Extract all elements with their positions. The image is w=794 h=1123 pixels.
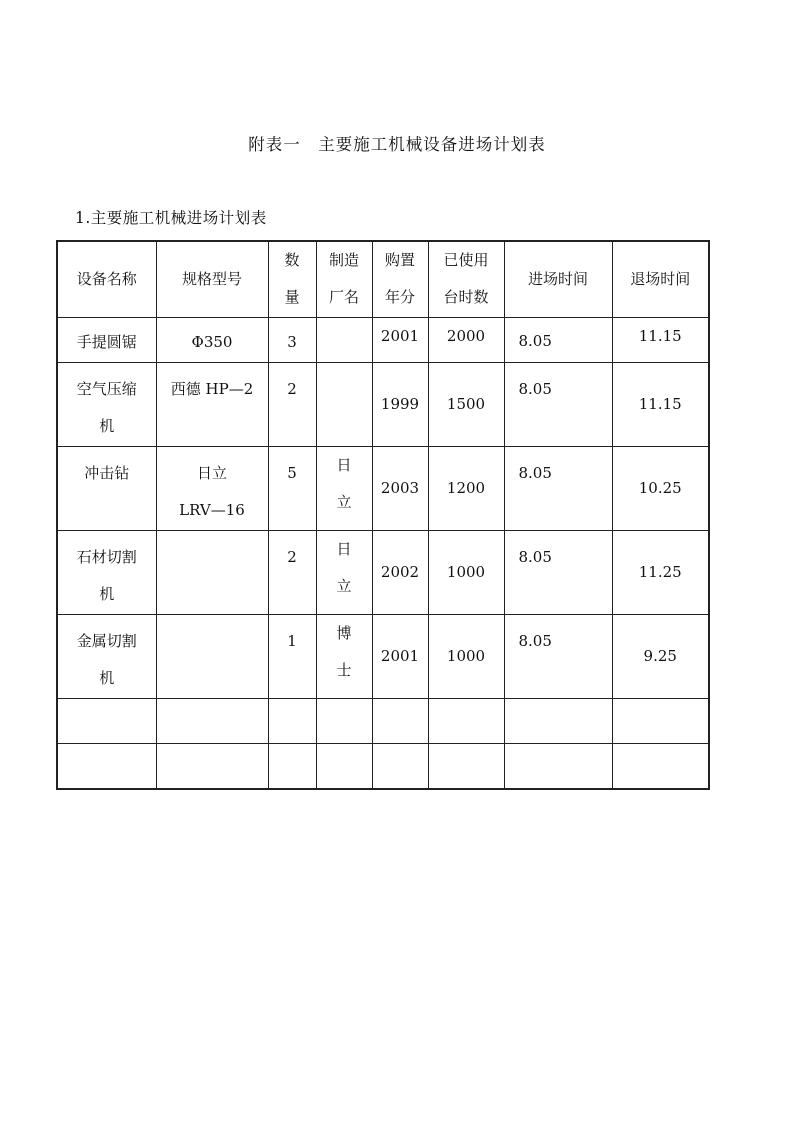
header-qty <box>268 241 316 318</box>
cell-qty: 1 <box>268 615 316 699</box>
cell-name: 空气压缩 机 <box>57 363 156 447</box>
cell-exit: 11.15 <box>612 363 709 447</box>
cell-year: 2001 <box>372 615 428 699</box>
page-title: 附表一 主要施工机械设备进场计划表 <box>248 135 546 154</box>
table-row <box>57 531 709 615</box>
table-row <box>57 363 709 447</box>
cell-model <box>156 531 268 615</box>
cell-model <box>156 615 268 699</box>
cell-empty <box>156 699 268 744</box>
header-maker-line1: 制造 <box>328 251 359 269</box>
table-row <box>57 447 709 531</box>
cell-qty: 5 <box>268 447 316 531</box>
cell-name: 手提圆锯 <box>57 318 156 363</box>
cell-empty <box>316 699 372 744</box>
cell-enter: 8.05 <box>504 363 612 447</box>
cell-year: 1999 <box>372 363 428 447</box>
table-row-empty <box>57 744 709 790</box>
cell-enter: 8.05 <box>504 615 612 699</box>
cell-hours: 2000 <box>428 318 504 363</box>
cell-hours: 1000 <box>428 615 504 699</box>
cell-year: 2002 <box>372 531 428 615</box>
cell-maker: 日 立 <box>316 447 372 531</box>
cell-exit: 11.25 <box>612 531 709 615</box>
cell-enter: 8.05 <box>504 447 612 531</box>
cell-model: 西德 HP—2 <box>156 363 268 447</box>
header-qty-line1: 数 <box>284 251 300 269</box>
table-row <box>57 318 709 363</box>
header-maker-line2: 厂名 <box>328 288 359 306</box>
header-year <box>372 241 428 318</box>
cell-maker: 日 立 <box>316 531 372 615</box>
cell-year: 2001 <box>372 318 428 363</box>
cell-maker: 博 士 <box>316 615 372 699</box>
cell-model: 日立 LRV—16 <box>156 447 268 531</box>
equipment-plan-table <box>56 240 710 790</box>
header-exit: 退场时间 <box>612 241 709 318</box>
cell-empty <box>504 699 612 744</box>
cell-empty <box>57 699 156 744</box>
cell-hours: 1500 <box>428 363 504 447</box>
table-row-empty <box>57 699 709 744</box>
cell-empty <box>612 699 709 744</box>
cell-empty <box>504 744 612 790</box>
cell-year: 2003 <box>372 447 428 531</box>
cell-name: 冲击钻 <box>57 447 156 531</box>
cell-empty <box>372 744 428 790</box>
header-maker <box>316 241 372 318</box>
cell-empty <box>57 744 156 790</box>
cell-maker <box>316 363 372 447</box>
cell-empty <box>612 744 709 790</box>
cell-exit: 9.25 <box>612 615 709 699</box>
cell-model: Φ350 <box>156 318 268 363</box>
cell-exit: 11.15 <box>612 318 709 363</box>
cell-exit: 10.25 <box>612 447 709 531</box>
cell-empty <box>428 699 504 744</box>
header-enter: 进场时间 <box>504 241 612 318</box>
cell-empty <box>372 699 428 744</box>
cell-qty: 2 <box>268 363 316 447</box>
cell-empty <box>428 744 504 790</box>
header-year-line1: 购置 <box>384 251 415 269</box>
header-model: 规格型号 <box>156 241 268 318</box>
cell-empty <box>268 699 316 744</box>
cell-enter: 8.05 <box>504 531 612 615</box>
header-hours-line2: 台时数 <box>443 288 489 306</box>
cell-qty: 2 <box>268 531 316 615</box>
cell-empty <box>268 744 316 790</box>
cell-hours: 1200 <box>428 447 504 531</box>
cell-qty: 3 <box>268 318 316 363</box>
cell-empty <box>156 744 268 790</box>
section-title: 1.主要施工机械进场计划表 <box>75 209 267 227</box>
header-row <box>57 241 709 318</box>
header-year-line2: 年分 <box>384 288 415 306</box>
header-hours-line1: 已使用 <box>443 251 489 269</box>
table-row <box>57 615 709 699</box>
header-qty-line2: 量 <box>284 288 300 306</box>
cell-maker <box>316 318 372 363</box>
cell-empty <box>316 744 372 790</box>
cell-name: 金属切割 机 <box>57 615 156 699</box>
cell-name: 石材切割 机 <box>57 531 156 615</box>
header-name: 设备名称 <box>57 241 156 318</box>
cell-enter: 8.05 <box>504 318 612 363</box>
cell-hours: 1000 <box>428 531 504 615</box>
header-hours <box>428 241 504 318</box>
